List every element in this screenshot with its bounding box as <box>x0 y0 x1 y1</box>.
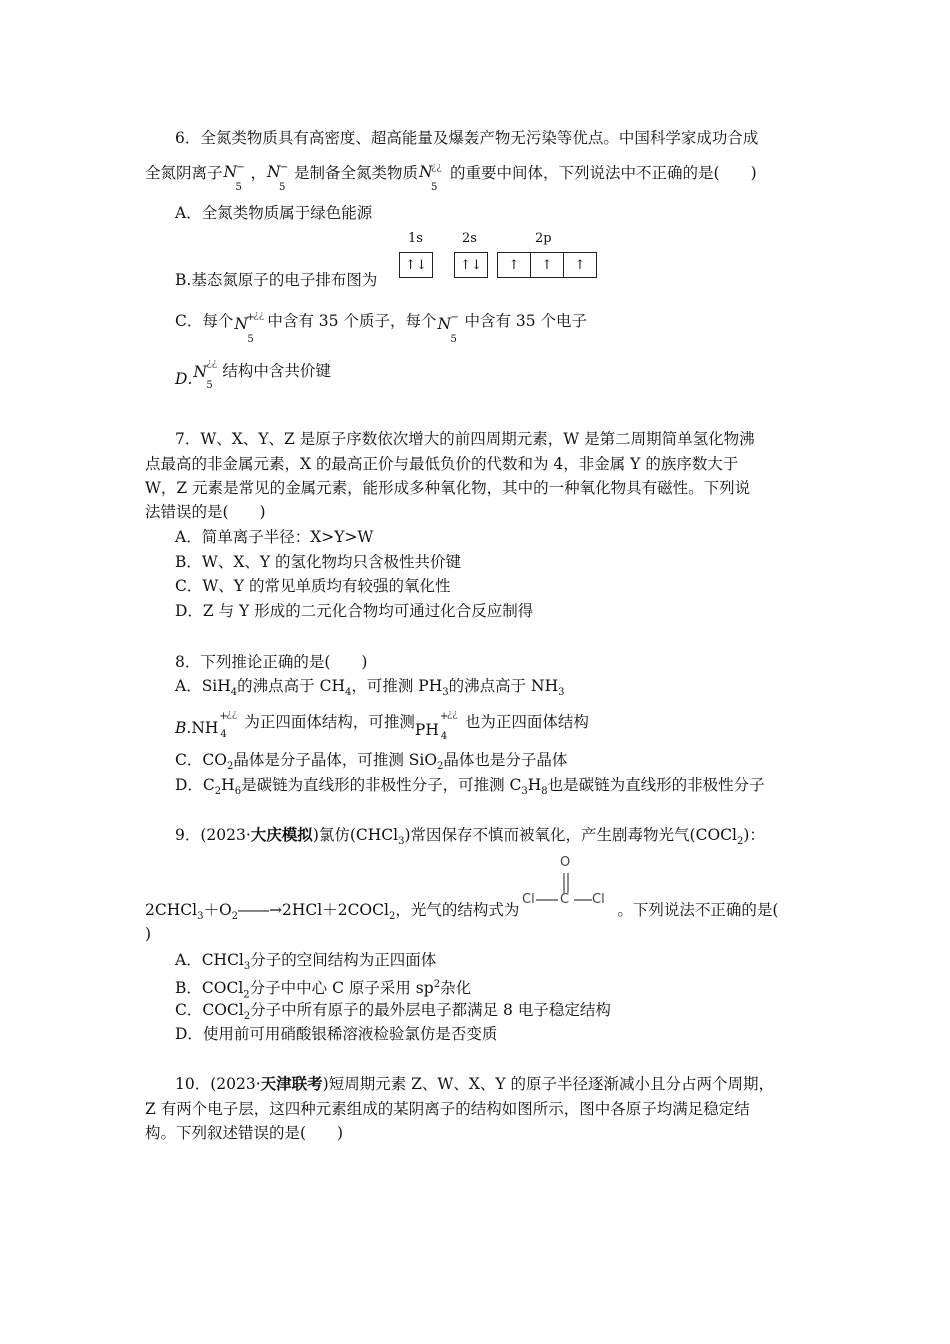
q8-text: A．SiH <box>175 677 231 695</box>
q6-option-b: B.基态氮原子的电子排布图为 <box>175 271 378 289</box>
electron-up-arrow: ↑ <box>531 253 564 277</box>
q9-text: 9．(2023· <box>175 826 251 844</box>
ion-sub: 5 <box>431 182 438 193</box>
ion-charge: + <box>246 312 255 323</box>
ion-symbol: N <box>267 163 281 181</box>
q8-text: 晶体也是分子晶体 <box>443 751 568 769</box>
q8-text: 也是碳链为直线形的非极性分子 <box>547 776 765 794</box>
q9-text: C．COCl <box>175 1001 244 1019</box>
electron-up-arrow: ↑ <box>574 257 586 273</box>
atom-o: O <box>560 855 571 870</box>
q8-text: 的沸点高于 CH <box>237 677 345 695</box>
ion-charge: + <box>219 711 228 722</box>
subscript: 2 <box>437 761 444 773</box>
q8-text: 也为正四面体结构 <box>464 713 589 731</box>
subscript: 3 <box>521 786 528 798</box>
q8-option-d <box>175 773 840 804</box>
ion-formula: .NH <box>186 719 219 737</box>
superscript: 2 <box>433 979 441 990</box>
q7-option-b: B．W、X、Y 的氢化物均只含极性共价键 <box>175 553 462 571</box>
ion-sub: 5 <box>206 380 213 391</box>
q8-text: 晶体是分子晶体，可推测 SiO <box>233 751 438 769</box>
q10-line-2: Z 有两个电子层，这四种元素组成的某阴离子的结构如图所示，图中各原子均满足稳定结 <box>145 1100 750 1118</box>
q7-line-2: 点最高的非金属元素，X 的最高正价与最低负价的代数和为 4，非金属 Y 的族序数大于 <box>145 455 739 473</box>
q7-option-d: D．Z 与 Y 形成的二元化合物均可通过化合反应制得 <box>175 602 534 620</box>
q7-option-c: C．W、Y 的常见单质均有较强的氧化性 <box>175 577 451 595</box>
q8-text: 的沸点高于 NH <box>448 677 559 695</box>
ion-n5-plus <box>419 154 449 193</box>
q7-line-1: 7．W、X、Y、Z 是原子序数依次增大的前四周期元素，W 是第二周期简单氢化物沸 <box>175 430 755 448</box>
subscript: 6 <box>234 786 242 798</box>
ion-charge: − <box>236 162 245 173</box>
q10-text: 10．(2023· <box>175 1075 261 1093</box>
q9-line-3: ) <box>145 925 152 943</box>
subscript: 2 <box>388 911 396 923</box>
q9-text: 杂化 <box>440 979 472 998</box>
atom-c: C <box>560 892 570 907</box>
q6-line-2 <box>145 154 810 193</box>
q8-text: C．CO <box>175 751 227 769</box>
q6-text: C．每个 <box>175 312 234 330</box>
ion-mark: ¿¿ <box>253 310 265 321</box>
ion-symbol: N <box>234 315 248 333</box>
q6-option-c <box>175 302 840 345</box>
orbital-label-2s: 2s <box>462 231 477 246</box>
subscript: 3 <box>197 911 204 923</box>
ion-n5-minus <box>437 302 463 345</box>
q8-text: ，可推测 PH <box>351 677 443 695</box>
q9-source: 大庆模拟 <box>250 825 313 844</box>
q8-option-b <box>175 703 840 742</box>
q6-text: 中含有 35 个质子，每个 <box>267 312 437 330</box>
ion-mark: ¿¿ <box>431 162 442 173</box>
q10-line-1 <box>175 1072 840 1096</box>
atom-cl-right: Cl <box>592 892 605 907</box>
q9-text: ――→2HCl＋2COCl <box>238 901 389 919</box>
subscript: 2 <box>243 1011 251 1023</box>
subscript: 2 <box>243 989 250 1001</box>
q10-source: 天津联考 <box>260 1074 323 1093</box>
option-letter: B <box>175 719 187 737</box>
orbital-label-1s: 1s <box>408 231 423 246</box>
ion-charge: − <box>280 162 289 173</box>
q7-line-3: W，Z 元素是常见的金属元素，能形成多种氧化物，其中的一种氧化物具有磁性。下列说 <box>145 479 751 497</box>
q9-text: 2CHCl <box>145 901 198 919</box>
ion-nh4-plus <box>219 703 243 740</box>
subscript: 3 <box>398 836 405 848</box>
subscript: 3 <box>243 961 251 973</box>
ion-sub: 4 <box>220 729 227 740</box>
ion-n5-minus <box>267 154 293 193</box>
subscript: 8 <box>541 786 548 798</box>
q6-text: ， <box>250 164 267 182</box>
q10-line-3: 构。下列叙述错误的是( ) <box>145 1124 344 1142</box>
subscript: 4 <box>344 687 352 699</box>
electron-pair-arrows: ↑↓ <box>460 257 482 273</box>
q8-text: H <box>221 776 235 794</box>
orbital-label-2p: 2p <box>535 231 552 246</box>
ion-formula: PH <box>414 721 439 739</box>
q9-text: 。下列说法不正确的是( <box>617 901 779 919</box>
q9-text: 分子中中心 C 原子采用 sp <box>249 979 434 998</box>
option-dot: . <box>187 370 193 388</box>
subscript: 3 <box>442 687 449 699</box>
q8-text: H <box>527 776 542 794</box>
q9-text: ，光气的结构式为 <box>395 901 520 919</box>
ion-n5-minus <box>223 154 250 193</box>
ion-symbol: N <box>419 163 433 181</box>
electron-up-arrow: ↑ <box>498 253 531 277</box>
ion-sub: 5 <box>235 182 242 193</box>
q8-text: D．C <box>175 776 215 794</box>
q8-option-a <box>175 674 840 705</box>
ion-mark: ¿¿ <box>226 709 238 720</box>
q6-text: 全氮阴离子 <box>145 164 223 182</box>
ion-sub: 5 <box>247 334 254 345</box>
q9-line-1 <box>175 823 840 854</box>
ion-sub: 4 <box>440 731 448 742</box>
ion-mark: ¿¿ <box>446 709 458 720</box>
q6-text: 是制备全氮类物质 <box>294 164 419 182</box>
q9-text: )常因保存不慎而被氧化，产生剧毒物光气(COCl <box>404 826 737 844</box>
q9-text: A．CHCl <box>175 951 244 969</box>
ion-charge: + <box>439 711 449 722</box>
ion-symbol: N <box>437 315 452 333</box>
ion-symbol: N <box>223 163 238 181</box>
q10-text: )短周期元素 Z、W、X、Y 的原子半径逐渐减小且分占两个周期， <box>322 1075 775 1093</box>
q9-text: 分子中所有原子的最外层电子都满足 8 电子稳定结构 <box>250 1001 611 1019</box>
subscript: 2 <box>226 761 234 773</box>
q6-line-1: 6．全氮类物质具有高密度、超高能量及爆轰产物无污染等优点。中国科学家成功合成 <box>175 129 759 147</box>
q8-text: 为正四面体结构，可推测 <box>244 713 415 731</box>
ion-ph4-plus <box>439 703 464 742</box>
subscript: 2 <box>231 911 239 923</box>
q9-text: ＋O <box>203 901 232 919</box>
ion-sub: 5 <box>450 334 457 345</box>
atom-cl-left: Cl <box>522 892 535 907</box>
q6-text: 结构中含共价键 <box>222 362 331 380</box>
ion-n5-plus <box>234 302 266 345</box>
ion-symbol: N <box>193 363 207 381</box>
ion-sub: 5 <box>279 182 286 193</box>
ion-n5-plus <box>193 352 221 391</box>
option-letter: D <box>175 370 188 388</box>
q6-text: 的重要中间体，下列说法中不正确的是( ) <box>450 164 757 182</box>
ion-charge: − <box>450 312 459 323</box>
q6-option-d <box>175 352 840 391</box>
q9-text: )： <box>743 826 765 844</box>
q9-text: B．COCl <box>175 979 244 998</box>
subscript: 4 <box>230 687 238 699</box>
q8-line-1: 8．下列推论正确的是( ) <box>175 653 368 671</box>
subscript: 3 <box>558 687 565 699</box>
q8-text: 是碳链为直线形的非极性分子，可推测 C <box>241 776 522 794</box>
q9-text: )氯仿(CHCl <box>312 826 399 844</box>
q6-option-a: A．全氮类物质属于绿色能源 <box>175 204 373 222</box>
subscript: 2 <box>736 836 744 848</box>
ion-mark: ¿¿ <box>206 358 218 369</box>
q9-text: 分子的空间结构为正四面体 <box>250 951 437 969</box>
electron-pair-arrows: ↑↓ <box>405 257 427 273</box>
q9-option-d: D．使用前可用硝酸银稀溶液检验氯仿是否变质 <box>175 1025 498 1043</box>
q7-line-4: 法错误的是( ) <box>145 503 266 521</box>
q7-option-a: A．简单离子半径：X>Y>W <box>175 528 374 546</box>
subscript: 2 <box>214 786 222 798</box>
q6-text: 中含有 35 个电子 <box>464 312 588 330</box>
